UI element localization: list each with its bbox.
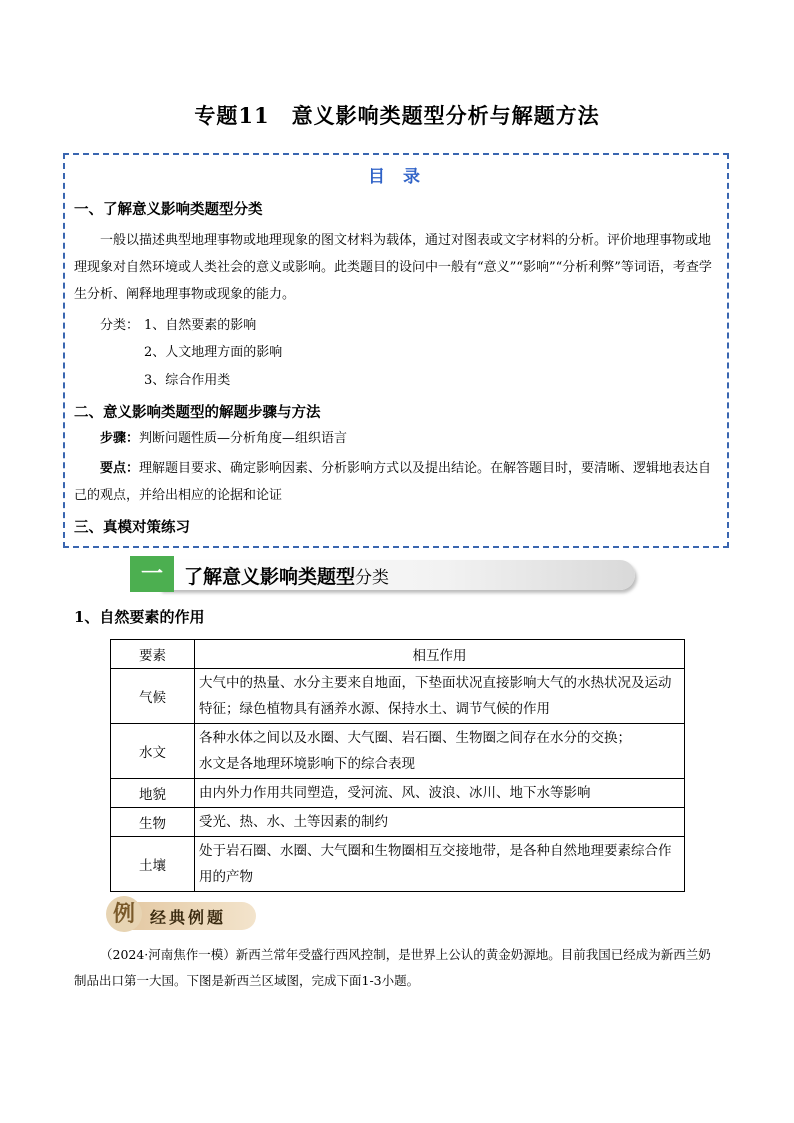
page-title: 专题11 意义影响类题型分析与解题方法	[194, 103, 600, 128]
table-header-row	[111, 640, 685, 669]
category-item-2: 2、人文地理方面的影响	[144, 345, 283, 360]
section-banner-text: 了解意义影响类题型	[184, 566, 356, 588]
sub-heading: 1、自然要素的作用	[74, 608, 205, 626]
table-row	[111, 808, 685, 837]
table-cell-interaction: 处于岩石圈、水圈、大气圈和生物圈相互交接地带，是各种自然地理要素综合作用的产物	[195, 837, 685, 892]
key-text: 理解题目要求、确定影响因素、分析影响方式以及提出结论。在解答题目时，要清晰、逻辑地表达自己的观点，并给出相应的论据和论证	[74, 461, 712, 503]
example-badge-text: 经典例题	[150, 908, 227, 927]
key-label: 要点：	[100, 461, 140, 476]
toc-heading: 目 录	[368, 167, 426, 187]
section-banner-title	[184, 562, 389, 589]
table-cell-line: 各种水体之间以及水圈、大气圈、岩石圈、生物圈之间存在水分的交换；	[199, 730, 631, 745]
category-item-3: 3、综合作用类	[144, 373, 231, 388]
table-cell-interaction	[195, 724, 685, 779]
example-intro: （2024·河南焦作一模）新西兰常年受盛行西风控制，是世界上公认的黄金奶源地。目前我国已经成为新西兰奶制品出口第一大国。下图是新西兰区域图，完成下面1-3小题。	[74, 947, 711, 988]
section-banner-tail: 分类	[355, 568, 390, 588]
table-cell-line: 水文是各地理环境影响下的综合表现	[199, 756, 415, 771]
key-points	[74, 455, 720, 509]
category-item-1: 1、自然要素的影响	[144, 318, 257, 333]
toc-section-1-title: 一、了解意义影响类题型分类	[74, 201, 263, 218]
steps-line	[100, 425, 347, 452]
table-cell-interaction: 大气中的热量、水分主要来自地面，下垫面状况直接影响大气的水热状况及运动特征；绿色植物具有涵养水源、保持水土、调节气候的作用	[195, 669, 685, 724]
toc-section-3-title: 三、真模对策练习	[74, 519, 190, 536]
table-cell-element: 生物	[111, 808, 195, 837]
table-cell-interaction: 受光、热、水、土等因素的制约	[195, 808, 685, 837]
table-cell-interaction: 由内外力作用共同塑造，受河流、风、波浪、冰川、地下水等影响	[195, 779, 685, 808]
steps-text: 判断问题性质—分析角度—组织语言	[139, 431, 348, 446]
table-header-interaction: 相互作用	[195, 640, 685, 669]
section-banner-number: 一	[130, 556, 174, 592]
table-cell-element: 气候	[111, 669, 195, 724]
table-row	[111, 837, 685, 892]
table-cell-element: 土壤	[111, 837, 195, 892]
table-row	[111, 669, 685, 724]
example-badge-icon: 例	[106, 896, 142, 932]
toc-section-1-intro: 一般以描述典型地理事物或地理现象的图文材料为载体，通过对图表或文字材料的分析。评价地理事物或地理现象对自然环境或人类社会的意义或影响。此类题目的设问中一般有“意义”“影响”“分析利弊”等词语，考查学生分析、阐释地理事物或现象的能力。	[74, 233, 712, 302]
steps-label: 步骤：	[100, 431, 140, 446]
toc-section-2-title: 二、意义影响类题型的解题步骤与方法	[74, 404, 321, 421]
table-row	[111, 724, 685, 779]
table-cell-element: 地貌	[111, 779, 195, 808]
category-label: 分类：	[100, 318, 140, 333]
elements-table	[110, 639, 685, 892]
table-header-element: 要素	[111, 640, 195, 669]
table-cell-element: 水文	[111, 724, 195, 779]
table-row	[111, 779, 685, 808]
